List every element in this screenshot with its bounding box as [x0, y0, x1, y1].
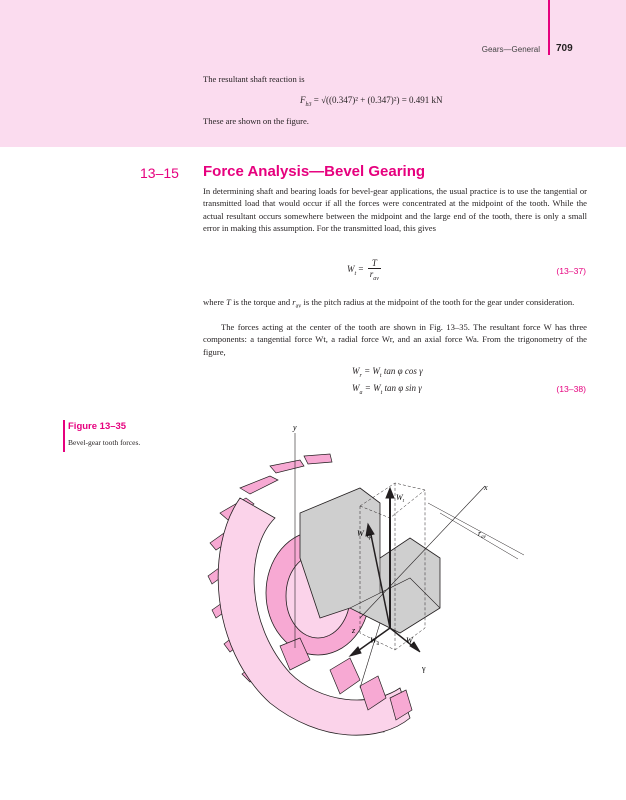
page-number: 709 [556, 43, 573, 54]
gamma-label: γ [422, 664, 426, 673]
equation-13-37: $W_t$ = T $r_{av}$ [347, 258, 379, 282]
shown-on-figure-text: These are shown on the figure. [203, 116, 309, 126]
phi-label: φ [367, 531, 372, 540]
running-head: Gears—General [481, 45, 540, 54]
paragraph-1: In determining shaft and bearing loads for bevel-gear applications, the usual practice is to use the tangential or transmitted load that would occur if all the forces were concentrated at the midpoint of the tooth. While the actual resultant occurs somewhere between the midpoint and the large end of the tooth, there is only a small error in making this assumption. For the transmitted load, this gives [203, 186, 587, 234]
section-title: Force Analysis—Bevel Gearing [203, 163, 426, 180]
shaft-reaction-text: The resultant shaft reaction is [203, 74, 305, 84]
equation-number-13-37: (13–37) [556, 266, 586, 276]
y-axis-label: y [293, 423, 297, 432]
bevel-gear-figure [200, 418, 540, 778]
wa-label: $W_a$ [370, 636, 380, 647]
paragraph-2: where T is the torque and $r_{av}$ is the pitch radius at the midpoint of the tooth for the gear under consideration. [203, 297, 575, 310]
figure-rule [63, 420, 65, 452]
header-rule [548, 0, 550, 55]
z-axis-label: z [352, 626, 356, 635]
shaft-reaction-equation: $F_{b3} = √((0.347)^2 + (0.347)^2) = 0.491$ kN [300, 95, 443, 108]
equation-wr: $W_r = W_t$ tan φ cos γ [352, 366, 423, 379]
top-tinted-band [0, 0, 626, 147]
x-axis-label: x [484, 483, 488, 492]
figure-label: Figure 13–35 [68, 421, 127, 432]
equation-number-13-38: (13–38) [556, 384, 586, 394]
paragraph-3: The forces acting at the center of the tooth are shown in Fig. 13–35. The resultant force W has three components: a tangential force Wt, a radial force Wr, and an axial force Wa. From the trigonometry of the figure, [203, 322, 587, 357]
wt-label: $W_t$ [396, 493, 405, 504]
rav-label: $r_{av}$ [478, 529, 486, 540]
equation-wa: $W_a = W_t$ tan φ sin γ [352, 383, 422, 396]
w-label: W [357, 529, 364, 538]
wr-label: $W_r$ [406, 636, 415, 647]
figure-caption: Bevel-gear tooth forces. [68, 438, 141, 447]
section-number: 13–15 [140, 165, 179, 181]
